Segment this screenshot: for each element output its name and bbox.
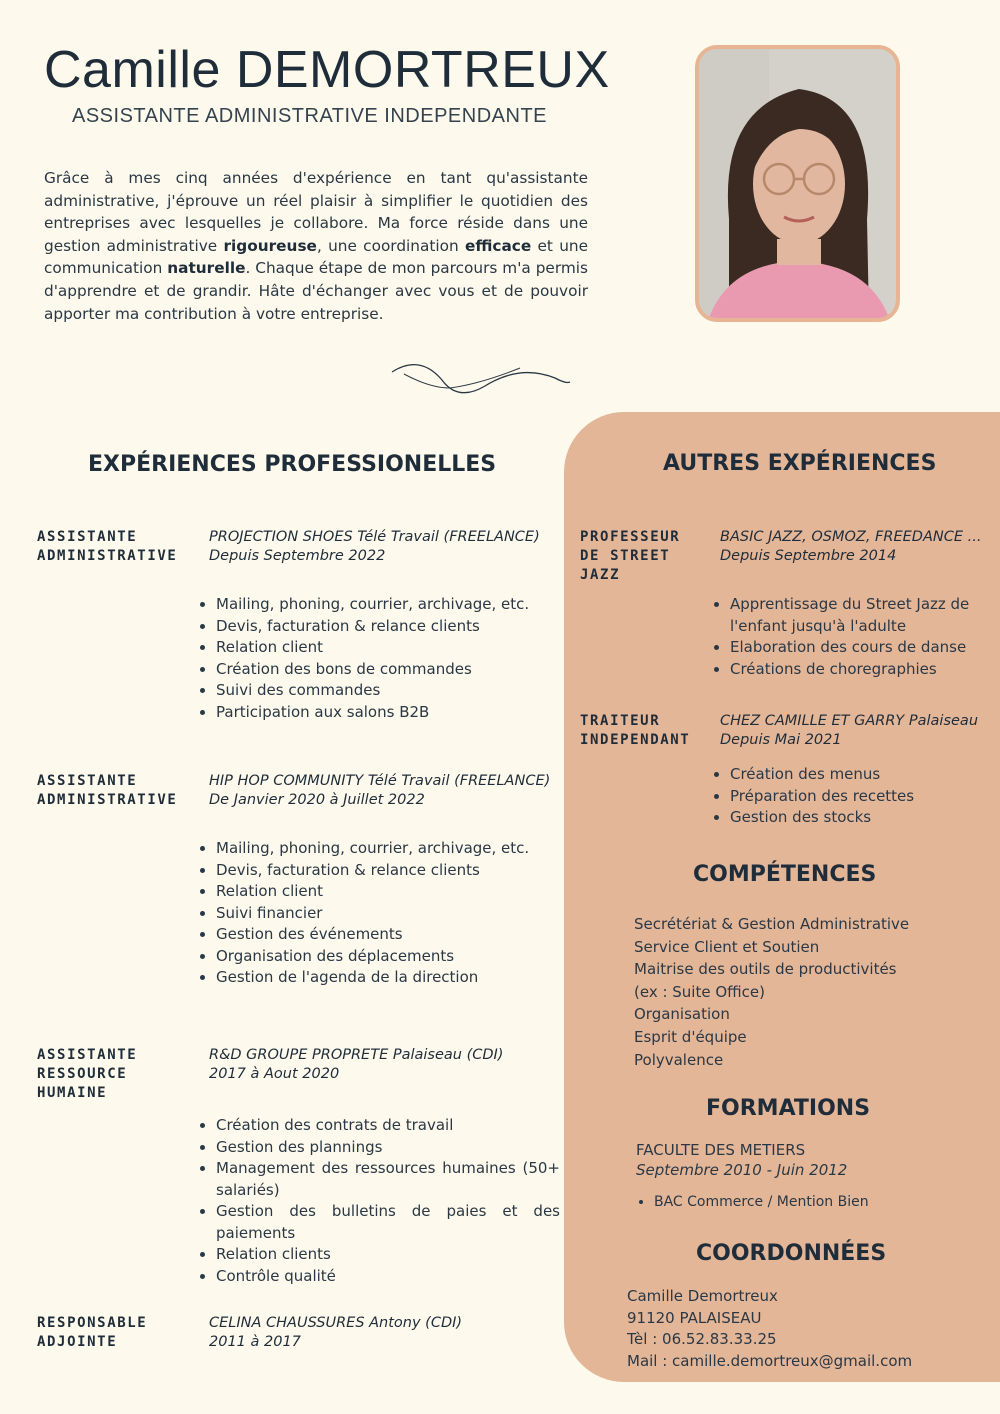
intro-bold: naturelle: [167, 259, 246, 278]
other-role-line: PROFESSEUR: [580, 529, 681, 545]
list-item: • Gestion des plannings: [216, 1137, 560, 1159]
experiences-heading: EXPÉRIENCES PROFESSIONELLES: [88, 452, 497, 477]
other-period: Depuis Septembre 2014: [720, 548, 897, 564]
contact-email[interactable]: Mail : camille.demortreux@gmail.com: [627, 1351, 913, 1370]
other-company-name: CHEZ CAMILLE ET GARRY Palaiseau: [720, 713, 979, 729]
decorative-squiggle: [390, 358, 572, 406]
list-item: • Création des menus: [730, 764, 992, 786]
skill-item: Service Client et Soutien: [634, 937, 820, 956]
intro-bold: rigoureuse: [223, 236, 317, 255]
job-company-name: CELINA CHAUSSURES Antony (CDI): [209, 1315, 463, 1331]
job-period: Depuis Septembre 2022: [209, 548, 386, 564]
job-role: [37, 1314, 147, 1352]
list-item: • Relation clients: [216, 1244, 560, 1266]
profile-photo: [695, 45, 900, 322]
other-role-line: TRAITEUR: [580, 713, 661, 729]
job-period: De Janvier 2020 à Juillet 2022: [209, 792, 425, 808]
skill-item: Secrétériat & Gestion Administrative: [634, 915, 910, 933]
list-item: • Gestion des événements: [216, 924, 576, 946]
other-role-line: DE STREET: [580, 548, 671, 564]
job-tasks: [194, 594, 576, 723]
other-period: Depuis Mai 2021: [720, 732, 842, 748]
list-item: • Relation client: [216, 637, 576, 659]
list-item: • Devis, facturation & relance clients: [216, 616, 576, 638]
list-item: • Devis, facturation & relance clients: [216, 860, 576, 882]
list-item: • Mailing, phoning, courrier, archivage, etc.: [216, 838, 576, 860]
other-tasks: [708, 764, 992, 829]
portrait-illustration: [699, 49, 896, 318]
other-company-name: BASIC JAZZ, OSMOZ, FREEDANCE ...: [720, 529, 982, 545]
education-heading: FORMATIONS: [706, 1096, 871, 1121]
job-role-line: RESPONSABLE: [37, 1315, 148, 1331]
list-item: • Mailing, phoning, courrier, archivage, etc.: [216, 594, 576, 616]
skill-item: Organisation: [634, 1005, 730, 1024]
skill-item: Esprit d'équipe: [634, 1027, 747, 1046]
list-item: • Elaboration des cours de danse: [730, 637, 992, 659]
contact-name: Camille Demortreux: [627, 1287, 778, 1305]
list-item: • BAC Commerce / Mention Bien: [654, 1192, 954, 1214]
job-company-name: HIP HOP COMMUNITY Télé Travail (FREELANCE): [209, 773, 551, 789]
list-item: • Suivi des commandes: [216, 680, 576, 702]
other-role-line: INDEPENDANT: [580, 732, 691, 748]
list-item: • Création des contrats de travail: [216, 1115, 560, 1137]
contact-phone[interactable]: Tèl : 06.52.83.33.25: [627, 1330, 777, 1349]
list-item: • Relation client: [216, 881, 576, 903]
intro-bold: efficace: [464, 236, 532, 255]
job-role: [37, 772, 177, 810]
other-role-line: JAZZ: [580, 567, 621, 583]
other-company: [720, 528, 981, 566]
job-company-name: PROJECTION SHOES Télé Travail (FREELANCE): [209, 529, 540, 545]
job-role-line: RESSOURCE: [37, 1066, 128, 1082]
other-tasks: [708, 594, 992, 680]
job-company: [209, 528, 540, 566]
list-item: • Contrôle qualité: [216, 1266, 560, 1288]
job-tasks: [194, 1115, 560, 1287]
intro-text: , une coordination: [316, 236, 465, 255]
skills-heading: COMPÉTENCES: [693, 862, 877, 887]
skill-item: Polyvalence: [634, 1050, 724, 1069]
contact-heading: COORDONNÉES: [696, 1241, 887, 1266]
job-role-line: ADMINISTRATIVE: [37, 548, 178, 564]
other-company: [720, 712, 978, 750]
candidate-name: Camille DEMORTREUX: [44, 41, 610, 99]
other-role: [580, 528, 680, 585]
job-role-line: HUMAINE: [37, 1085, 108, 1101]
education-period: Septembre 2010 - Juin 2012: [636, 1161, 848, 1179]
skill-item: Maitrise des outils de productivités: [634, 960, 897, 979]
intro-text: . Chaque étape de mon parcours m'a permis d'apprendre et de grandir. Hâte d'échanger avec vous et de pouvoir apporter ma contribution à votre entreprise.: [44, 259, 588, 323]
job-role-line: ASSISTANTE: [37, 773, 138, 789]
skill-item: (ex : Suite Office): [634, 982, 765, 1001]
list-item: • Organisation des déplacements: [216, 946, 576, 968]
education-entry: [636, 1140, 847, 1180]
job-role: [37, 528, 177, 566]
intro-text: Grâce à mes cinq années d'expérience en tant qu'assistante administrative, j'éprouve un réel plaisir à simplifier le quotidien des entreprises avec lesquelles je collabore. Ma force réside dans une gestion administrative: [44, 169, 588, 255]
intro-paragraph: [44, 167, 588, 325]
job-role-line: ASSISTANTE: [37, 1047, 138, 1063]
intro-text: et une communication: [44, 236, 589, 278]
list-item: • Participation aux salons B2B: [216, 702, 576, 724]
education-school: FACULTE DES METIERS: [636, 1141, 806, 1159]
list-item: • Apprentissage du Street Jazz de l'enfant jusqu'à l'adulte: [730, 594, 992, 637]
contact-address: 91120 PALAISEAU: [627, 1308, 762, 1327]
job-title: ASSISTANTE ADMINISTRATIVE INDEPENDANTE: [72, 105, 547, 127]
job-role-line: ADJOINTE: [37, 1334, 118, 1350]
list-item: • Création des bons de commandes: [216, 659, 576, 681]
list-item: • Gestion des bulletins de paies et des paiements: [216, 1201, 560, 1244]
job-role-line: ASSISTANTE: [37, 529, 138, 545]
other-experiences-heading: AUTRES EXPÉRIENCES: [663, 451, 937, 476]
job-company: [209, 772, 550, 810]
job-role-line: ADMINISTRATIVE: [37, 792, 178, 808]
education-list: [636, 1192, 954, 1214]
list-item: • Management des ressources humaines (50+ salariés): [216, 1158, 560, 1201]
skills-list: [634, 913, 909, 1071]
job-period: 2011 à 2017: [209, 1334, 301, 1350]
job-company: [209, 1314, 462, 1352]
job-company: [209, 1046, 503, 1084]
job-company-name: R&D GROUPE PROPRETE Palaiseau (CDI): [209, 1047, 504, 1063]
contact-details: [627, 1286, 912, 1372]
other-role: [580, 712, 690, 750]
list-item: • Gestion de l'agenda de la direction: [216, 967, 576, 989]
list-item: • Gestion des stocks: [730, 807, 992, 829]
list-item: • Suivi financier: [216, 903, 576, 925]
list-item: • Préparation des recettes: [730, 786, 992, 808]
list-item: • Créations de choregraphies: [730, 659, 992, 681]
job-tasks: [194, 838, 576, 989]
job-period: 2017 à Aout 2020: [209, 1066, 340, 1082]
job-role: [37, 1046, 137, 1103]
